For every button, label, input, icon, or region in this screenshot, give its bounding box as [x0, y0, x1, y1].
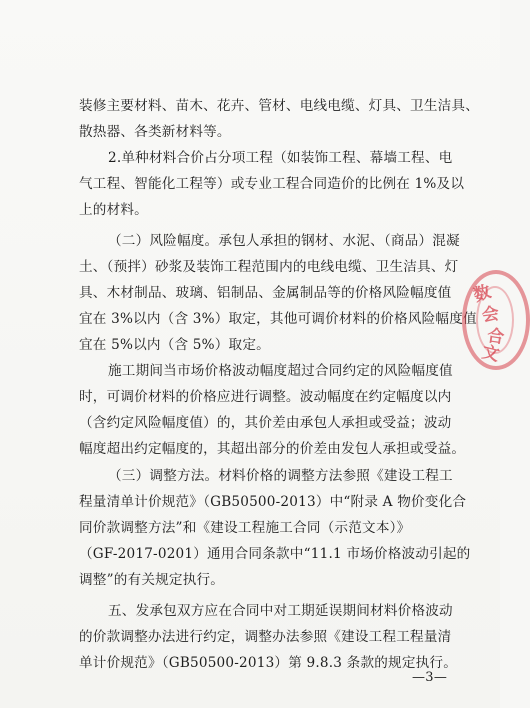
seal-mark-4: 文: [479, 342, 502, 366]
document-line-8: 具、木材制品、玻璃、铝制品、金属制品等的价格风险幅度值: [79, 285, 452, 301]
seal-mark-2: 会: [480, 303, 501, 327]
document-line-14: 幅度超出约定幅度的，其超出部分的价差由发包人承担或受益。: [79, 441, 466, 457]
document-line-16: 程量清单计价规范》（GB50500-2013）中“附录 A 物价变化合: [79, 494, 467, 510]
document-line-7: 土、（预拌）砂浆及装饰工程范围内的电线电缆、卫生洁具、灯: [79, 259, 459, 275]
document-line-11: 施工期间当市场价格波动幅度超过合同约定的风险幅度值: [108, 363, 453, 379]
seal-mark-3: 合: [485, 325, 506, 349]
document-line-20: 五、发承包双方应在合同中对工期延误期间材料价格波动: [108, 603, 453, 619]
document-line-5: 上的材料。: [79, 202, 148, 218]
document-line-17: 同价款调整方法”和《建设工程施工合同（示范文本）》: [79, 520, 411, 536]
page-number: —3—: [412, 670, 448, 685]
document-line-21: 的价款调整办法进行约定，调整办法参照《建设工程工程量清: [79, 629, 452, 645]
document-line-6: （二）风险幅度。承包人承担的钢材、水泥、（商品）混凝: [108, 233, 460, 249]
document-line-22: 单计价规范》（GB50500-2013）第 9.8.3 条款的规定执行。: [79, 655, 458, 671]
document-line-4: 气工程、智能化工程等）或专业工程合同造价的比例在 1%及以: [79, 176, 465, 192]
document-line-2: 散热器、各类新材料等。: [79, 124, 231, 140]
seal-mark-1: 数: [471, 281, 494, 307]
document-line-1: 装修主要材料、苗木、花卉、管材、电线电缆、灯具、卫生洁具、: [79, 98, 480, 114]
document-line-12: 时，可调价材料的价格应进行调整。波动幅度在约定幅度以内: [79, 389, 452, 405]
document-line-15: （三）调整方法。材料价格的调整方法参照《建设工程工: [108, 468, 453, 484]
document-line-10: 宜在 5%以内（含 5%）取定。: [79, 337, 270, 353]
document-line-19: 调整”的有关规定执行。: [79, 572, 225, 588]
document-line-13: （含约定风险幅度值）的，其价差由承包人承担或受益；波动: [79, 415, 452, 431]
document-line-18: （GF-2017-0201）通用合同条款中“11.1 市场价格波动引起的: [79, 546, 471, 562]
document-line-9: 宜在 3%以内（含 3%）取定，其他可调价材料的价格风险幅度值: [79, 311, 477, 327]
document-line-3: 2.单种材料合价占分项工程（如装饰工程、幕墙工程、电: [108, 150, 453, 166]
